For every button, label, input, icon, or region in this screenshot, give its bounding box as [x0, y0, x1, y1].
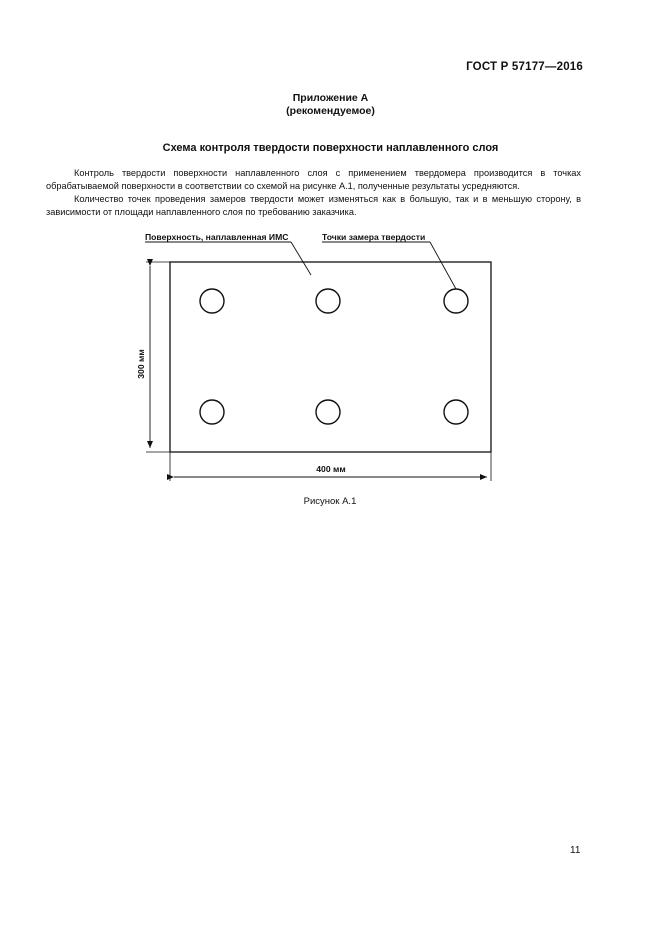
- measurement-point: [316, 400, 340, 424]
- callout-surface-label: Поверхность, наплавленная ИМС: [145, 232, 289, 242]
- measurement-point: [316, 289, 340, 313]
- callout-points-label: Точки замера твердости: [322, 232, 426, 242]
- callout-surface-leader: [291, 242, 311, 275]
- measurement-point: [200, 400, 224, 424]
- measurement-point: [444, 289, 468, 313]
- callout-points-leader: [430, 242, 456, 289]
- page-number: 11: [570, 845, 581, 856]
- section-title: Схема контроля твердости поверхности наплавленного слоя: [162, 142, 499, 154]
- paragraph-1-text: Контроль твердости поверхности наплавленного слоя с применением твердомера производится в точках обрабатываемой поверхности в соответствии со схемой на рисунке А.1, полученные результаты усредняются.: [46, 168, 581, 191]
- width-label: 400 мм: [316, 464, 346, 474]
- measurement-point: [444, 400, 468, 424]
- appendix-status: (рекомендуемое): [286, 105, 375, 117]
- figure-caption: Рисунок А.1: [303, 496, 357, 507]
- measurement-point: [200, 289, 224, 313]
- height-label: 300 мм: [136, 349, 146, 379]
- appendix-title: Приложение А: [292, 92, 369, 104]
- standard-code: ГОСТ Р 57177—2016: [466, 61, 583, 73]
- paragraph-2-text: Количество точек проведения замеров твердости может изменяться как в большую, так и в меньшую сторону, в зависимости от площади наплавленного слоя по требованию заказчика.: [46, 194, 581, 217]
